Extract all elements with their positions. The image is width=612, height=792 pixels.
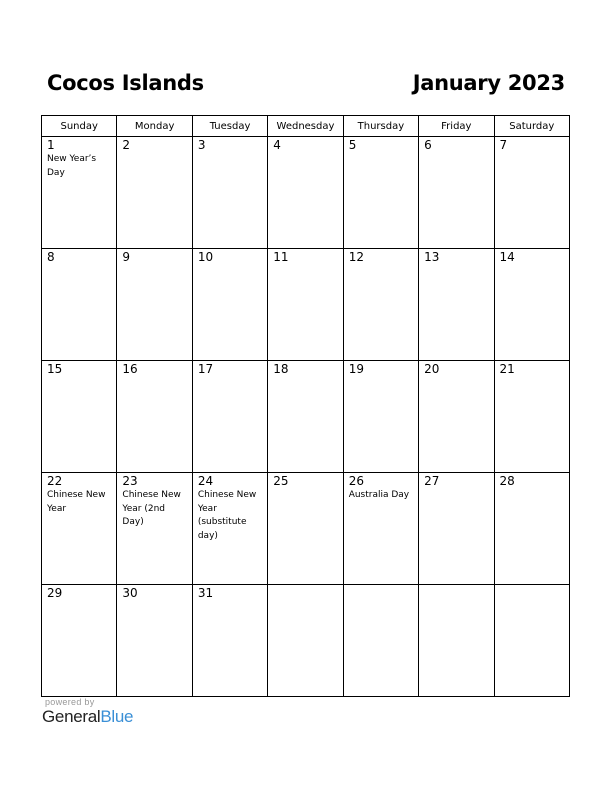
calendar-month-title: January 2023: [412, 71, 565, 95]
day-number: 30: [122, 586, 138, 600]
calendar-day-cell: [268, 249, 343, 361]
weekday-header: Tuesday: [192, 116, 267, 137]
calendar-day-cell: [343, 249, 418, 361]
day-number: 9: [122, 250, 131, 264]
calendar-day-cell: [419, 361, 494, 473]
holiday-label: New Year’s Day: [47, 154, 97, 178]
calendar-day-cell: [494, 249, 569, 361]
calendar-day-cell: [268, 137, 343, 249]
calendar-day-cell: [343, 585, 418, 697]
day-number: 24: [197, 474, 214, 488]
calendar-day-cell: [192, 585, 267, 697]
day-number: 5: [348, 138, 357, 152]
calendar-day-cell: [343, 473, 418, 585]
day-number: 3: [197, 138, 206, 152]
generalblue-logo[interactable]: [42, 707, 133, 727]
day-number: 11: [273, 250, 289, 264]
day-number: 2: [122, 138, 131, 152]
holiday-label: Chinese New Year: [47, 490, 106, 514]
calendar-day-cell: [494, 473, 569, 585]
calendar-day-cell: [42, 361, 117, 473]
calendar-day-cell: [268, 585, 343, 697]
calendar-grid: [41, 115, 570, 697]
logo-text-blue: Blue: [100, 707, 134, 726]
calendar-day-cell: [268, 473, 343, 585]
calendar-week-row: [42, 249, 570, 361]
weekday-header: Monday: [117, 116, 192, 137]
day-number: 14: [499, 250, 515, 264]
calendar-day-cell: [117, 137, 192, 249]
calendar-day-cell: [117, 361, 192, 473]
calendar-day-cell: [42, 249, 117, 361]
holiday-label: Australia Day: [348, 490, 410, 500]
calendar-day-cell: [42, 585, 117, 697]
day-number: 12: [348, 250, 364, 264]
day-number: 25: [273, 474, 289, 488]
calendar-region-title: Cocos Islands: [47, 71, 204, 95]
day-number: 18: [273, 362, 289, 376]
calendar-week-row: [42, 361, 570, 473]
day-number: 29: [47, 586, 63, 600]
calendar-day-cell: [192, 473, 267, 585]
logo-text-general: General: [42, 707, 101, 726]
calendar-day-cell: [117, 585, 192, 697]
day-number: 28: [499, 474, 515, 488]
day-number: 26: [348, 474, 364, 488]
calendar-day-cell: [192, 137, 267, 249]
powered-by-label: powered by: [45, 697, 95, 707]
day-number: 16: [122, 362, 138, 376]
weekday-header: Wednesday: [268, 116, 343, 137]
weekday-header: Friday: [419, 116, 494, 137]
calendar-day-cell: [42, 473, 117, 585]
calendar-day-cell: [117, 249, 192, 361]
day-number: 4: [273, 138, 281, 152]
calendar-day-cell: [192, 361, 267, 473]
calendar-day-cell: [494, 585, 569, 697]
day-number: 23: [122, 474, 138, 488]
day-number: 7: [499, 138, 508, 152]
day-number: 21: [499, 362, 515, 376]
calendar-day-cell: [192, 249, 267, 361]
calendar-week-row: [42, 473, 570, 585]
calendar-day-cell: [494, 137, 569, 249]
calendar-day-cell: [419, 249, 494, 361]
weekday-header: Saturday: [494, 116, 569, 137]
day-number: 27: [424, 474, 440, 488]
day-number: 6: [424, 138, 432, 152]
day-number: 15: [47, 362, 63, 376]
calendar-day-cell: [42, 137, 117, 249]
day-number: 1: [47, 138, 55, 152]
weekday-header: Thursday: [343, 116, 418, 137]
calendar-day-cell: [343, 137, 418, 249]
holiday-label: Chinese New Year (2nd Day): [122, 490, 181, 527]
day-number: 31: [197, 586, 214, 600]
calendar-day-cell: [494, 361, 569, 473]
calendar-day-cell: [419, 137, 494, 249]
day-number: 13: [424, 250, 440, 264]
day-number: 17: [197, 362, 214, 376]
weekday-header: Sunday: [42, 116, 117, 137]
calendar-day-cell: [268, 361, 343, 473]
calendar-day-cell: [343, 361, 418, 473]
weekday-header-row: [42, 116, 570, 137]
calendar-day-cell: [117, 473, 192, 585]
calendar-day-cell: [419, 585, 494, 697]
calendar-day-cell: [419, 473, 494, 585]
calendar-week-row: [42, 585, 570, 697]
day-number: 19: [348, 362, 364, 376]
day-number: 8: [47, 250, 55, 264]
day-number: 10: [197, 250, 214, 264]
calendar-week-row: [42, 137, 570, 249]
day-number: 22: [47, 474, 63, 488]
holiday-label: Chinese New Year (substitute day): [197, 490, 257, 541]
day-number: 20: [424, 362, 440, 376]
